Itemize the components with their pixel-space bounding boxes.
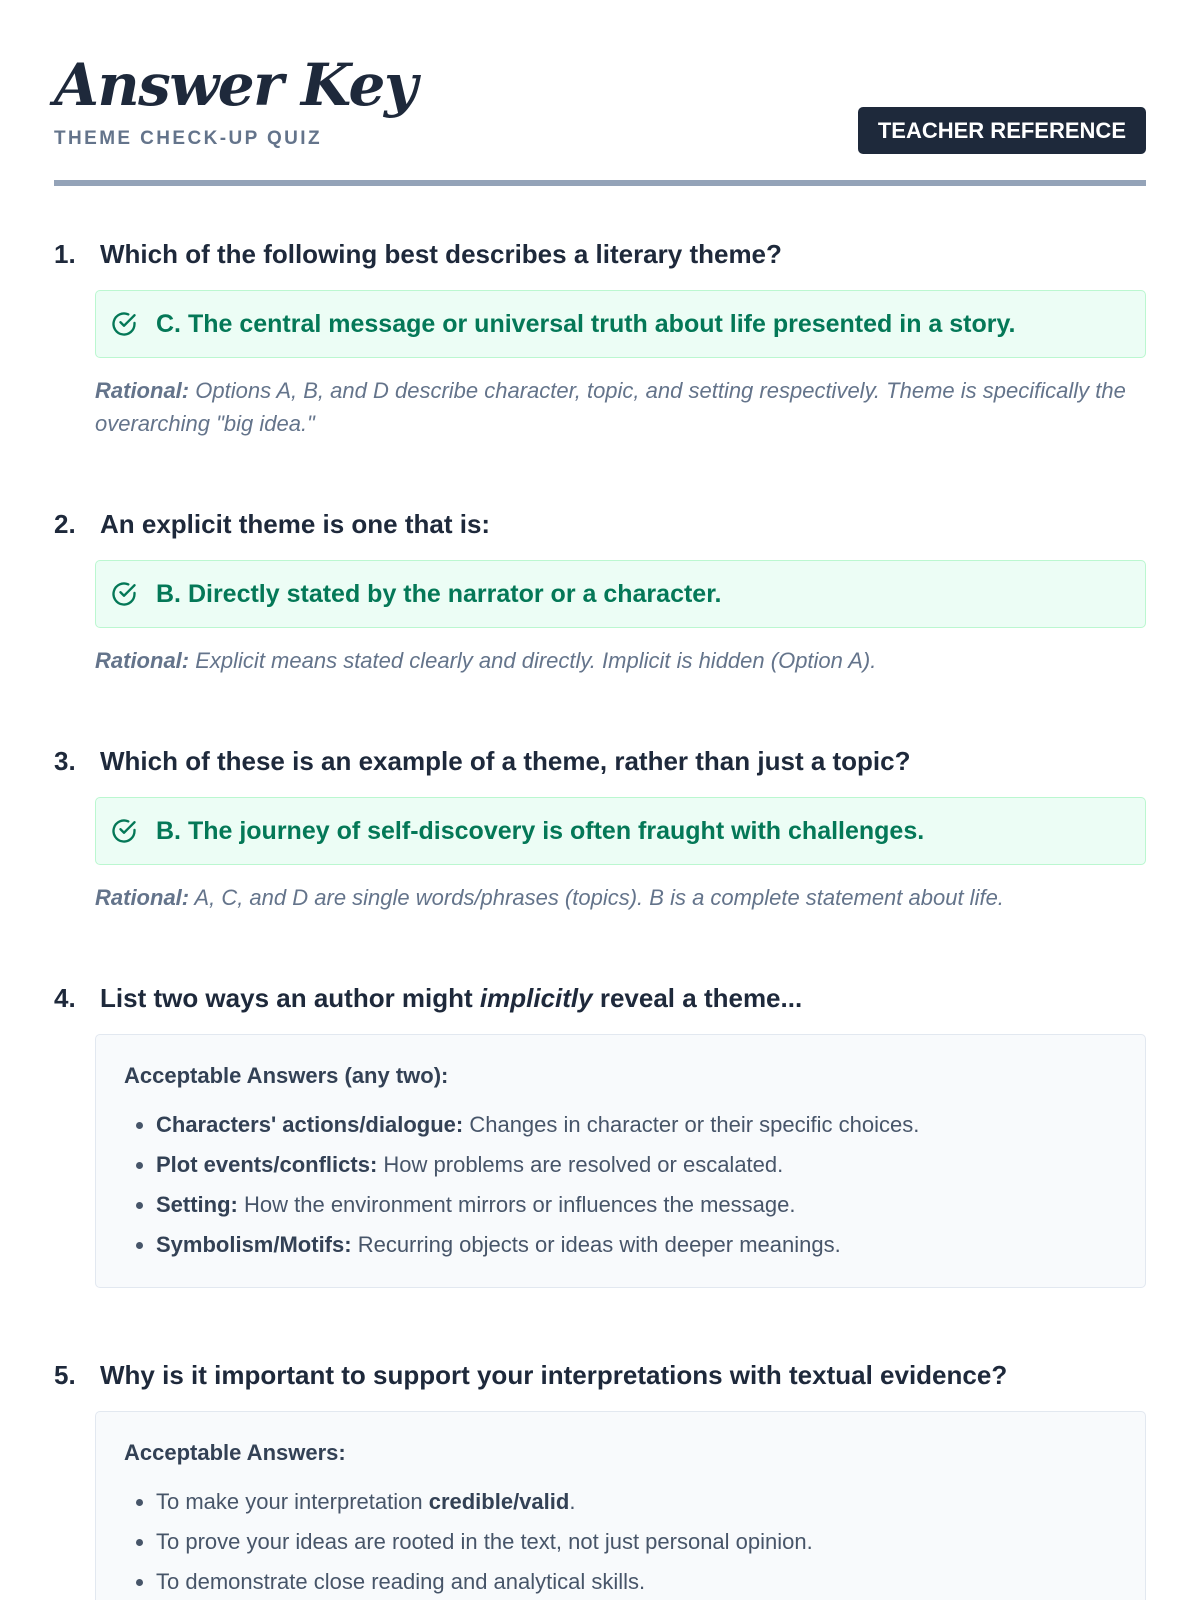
page-title: Answer Key	[54, 51, 417, 119]
question-text: Why is it important to support your interpretations with textual evidence?	[100, 1360, 1008, 1390]
item-term: Plot events/conflicts:	[156, 1152, 378, 1177]
list-item	[156, 1105, 1117, 1145]
question-text: An explicit theme is one that is:	[100, 509, 491, 539]
rationale-text: Options A, B, and D describe character, topic, and setting respectively. Theme is specifically the overarching "big idea."	[95, 378, 1126, 436]
rationale-text: Explicit means stated clearly and directly. Implicit is hidden (Option A).	[195, 648, 877, 673]
list-item	[156, 1482, 1117, 1522]
list-item	[156, 1225, 1117, 1265]
header-divider	[54, 180, 1146, 186]
question-1	[54, 238, 1146, 440]
rationale-text: A, C, and D are single words/phrases (topics). B is a complete statement about life.	[194, 885, 1004, 910]
item-text-end: .	[569, 1489, 576, 1514]
item-term: Symbolism/Motifs:	[156, 1232, 352, 1257]
item-description: How the environment mirrors or influences the message.	[237, 1192, 796, 1217]
check-circle-icon	[110, 580, 138, 608]
acceptable-answers-box	[95, 1411, 1146, 1600]
item-emphasis: credible/valid	[428, 1489, 570, 1514]
question-text-end: reveal a theme...	[592, 983, 803, 1013]
question-3	[54, 745, 1146, 914]
list-item	[156, 1145, 1117, 1185]
question-4	[54, 982, 1146, 1288]
acceptable-answers-list	[124, 1105, 1117, 1265]
question-number: 3.	[54, 746, 76, 776]
list-item	[156, 1522, 1117, 1562]
question-text: Which of these is an example of a theme, rather than just a topic?	[100, 746, 911, 776]
acceptable-answers-title: Acceptable Answers (any two):	[124, 1063, 449, 1088]
page-subtitle: THEME CHECK-UP QUIZ	[54, 128, 322, 149]
item-term: Characters' actions/dialogue:	[156, 1112, 464, 1137]
teacher-reference-badge: TEACHER REFERENCE	[858, 107, 1146, 154]
correct-answer-text: B. Directly stated by the narrator or a character.	[156, 579, 722, 608]
acceptable-answers-list	[124, 1482, 1117, 1600]
correct-answer-box	[95, 290, 1146, 358]
question-number: 2.	[54, 509, 76, 539]
item-description: How problems are resolved or escalated.	[377, 1152, 784, 1177]
item-text: To demonstrate close reading and analytical skills.	[156, 1569, 646, 1594]
check-circle-icon	[110, 817, 138, 845]
rationale	[95, 881, 1146, 914]
list-item	[156, 1562, 1117, 1600]
rationale-label: Rational:	[95, 378, 190, 403]
correct-answer-box	[95, 797, 1146, 865]
header	[54, 0, 1146, 187]
check-circle-icon	[110, 310, 138, 338]
question-4-heading	[54, 982, 1146, 1014]
acceptable-answers-title: Acceptable Answers:	[124, 1440, 346, 1465]
rationale	[95, 644, 1146, 677]
question-1-heading	[54, 238, 1146, 270]
correct-answer-text: C. The central message or universal truth about life presented in a story.	[156, 309, 1016, 338]
rationale-label: Rational:	[95, 648, 190, 673]
item-term: Setting:	[156, 1192, 238, 1217]
item-text: To make your interpretation	[156, 1489, 429, 1514]
item-description: Recurring objects or ideas with deeper meanings.	[351, 1232, 841, 1257]
question-number: 5.	[54, 1360, 76, 1390]
item-description: Changes in character or their specific choices.	[463, 1112, 920, 1137]
question-text-start: List two ways an author might	[100, 983, 480, 1013]
question-5	[54, 1359, 1146, 1600]
question-5-heading	[54, 1359, 1146, 1391]
question-number: 4.	[54, 983, 76, 1013]
question-text	[100, 982, 802, 1014]
correct-answer-box	[95, 560, 1146, 628]
question-3-heading	[54, 745, 1146, 777]
correct-answer-text: B. The journey of self-discovery is often fraught with challenges.	[156, 816, 925, 845]
acceptable-answers-box	[95, 1034, 1146, 1288]
question-text-emphasis: implicitly	[479, 983, 593, 1013]
question-2	[54, 508, 1146, 677]
rationale	[95, 374, 1146, 440]
question-2-heading	[54, 508, 1146, 540]
item-text: To prove your ideas are rooted in the text, not just personal opinion.	[156, 1529, 813, 1554]
question-text: Which of the following best describes a literary theme?	[100, 239, 782, 269]
list-item	[156, 1185, 1117, 1225]
rationale-label: Rational:	[95, 885, 190, 910]
question-number: 1.	[54, 239, 76, 269]
